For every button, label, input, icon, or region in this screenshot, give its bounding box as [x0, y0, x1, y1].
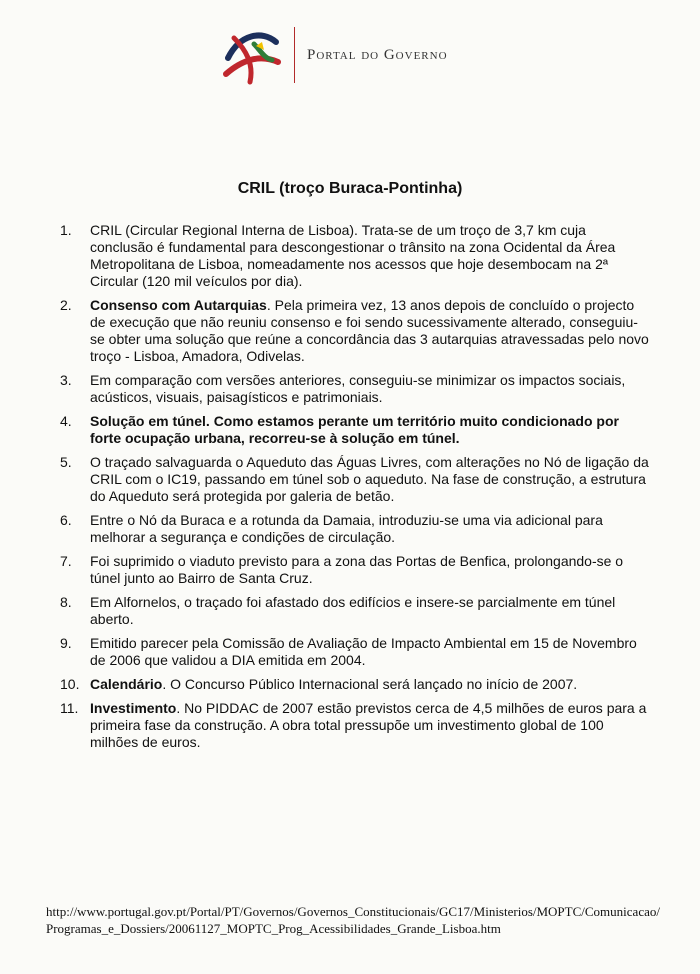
list-item-text — [90, 676, 650, 693]
list-item-body: Emitido parecer pela Comissão de Avaliação de Impacto Ambiental em 15 de Novembro de 2006 que validou a DIA emitida em 2004. — [90, 635, 637, 668]
list-item-body: CRIL (Circular Regional Interna de Lisboa). Trata-se de um troço de 3,7 km cuja conclusão é fundamental para descongestionar o trânsito na zona Ocidental da Área Metropolitana de Lisboa, nomeadamente nos acessos que hoje desembocam na 2ª Circular (120 mil veículos por dia). — [90, 222, 616, 289]
list-item-text — [90, 553, 650, 587]
list-item-lead: Calendário — [90, 676, 163, 692]
document-title: CRIL (troço Buraca-Pontinha) — [237, 180, 463, 197]
list-item — [60, 454, 650, 505]
list-item-text — [90, 413, 650, 447]
list-item — [60, 222, 650, 290]
portal-header — [220, 24, 448, 86]
list-item-text — [90, 512, 650, 546]
header-divider — [294, 27, 295, 83]
list-item-number: 7. — [60, 553, 72, 569]
list-item-number: 6. — [60, 512, 72, 528]
list-item-number: 8. — [60, 594, 72, 610]
list-item-body: Em Alfornelos, o traçado foi afastado dos edifícios e insere-se parcialmente em túnel aberto. — [90, 594, 616, 627]
list-item-body: Solução em túnel. Como estamos perante um território muito condicionado por forte ocupação urbana, recorreu-se à solução em túnel. — [90, 413, 619, 446]
list-item-body: . No PIDDAC de 2007 estão previstos cerca de 4,5 milhões de euros para a primeira fase da construção. A obra total pressupõe um investimento global de 100 milhões de euros. — [90, 700, 647, 750]
list-item — [60, 594, 650, 628]
list-item-body: Em comparação com versões anteriores, conseguiu-se minimizar os impactos sociais, acústicos, visuais, paisagísticos e patrimoniais. — [90, 372, 626, 405]
list-item-number: 11. — [60, 700, 79, 716]
list-item — [60, 700, 650, 751]
list-item-body: . Pela primeira vez, 13 anos depois de concluído o projecto de execução que não reuniu consenso e foi sendo sucessivamente alterado, conseguiu-se obter uma solução que reúne a concordância das 3 autarquias atravessadas pelo novo troço - Lisboa, Amadora, Odivelas. — [90, 297, 649, 364]
list-item — [60, 676, 650, 693]
list-item-number: 5. — [60, 454, 72, 470]
government-logo-icon — [220, 24, 282, 86]
list-item — [60, 512, 650, 546]
list-item-text — [90, 700, 650, 751]
list-item-text — [90, 372, 650, 406]
list-item — [60, 372, 650, 406]
list-item-lead: Consenso com Autarquias — [90, 297, 267, 313]
list-item-text — [90, 635, 650, 669]
list-item-text — [90, 222, 650, 290]
list-item — [60, 297, 650, 365]
list-item-number: 10. — [60, 676, 80, 692]
list-item-number: 9. — [60, 635, 72, 651]
list-item-number: 1. — [60, 222, 72, 238]
portal-title: Portal do Governo — [307, 46, 448, 63]
list-item — [60, 635, 650, 669]
list-item-number: 3. — [60, 372, 72, 388]
list-item-body: . O Concurso Público Internacional será lançado no início de 2007. — [162, 676, 578, 692]
list-item-body: Foi suprimido o viaduto previsto para a zona das Portas de Benfica, prolongando-se o túnel junto ao Bairro de Santa Cruz. — [90, 553, 624, 586]
list-item-text — [90, 297, 650, 365]
list-item-number: 4. — [60, 413, 72, 429]
list-item-body: Entre o Nó da Buraca e a rotunda da Damaia, introduziu-se uma via adicional para melhorar a segurança e condições de circulação. — [90, 512, 603, 545]
list-item-lead: Investimento — [90, 700, 177, 716]
list-item — [60, 413, 650, 447]
list-item-body: O traçado salvaguarda o Aqueduto das Águas Livres, com alterações no Nó de ligação da CRIL com o IC19, passando em túnel sob o aqueduto. Na fase de construção, a estrutura do Aqueduto será protegida por galeria de betão. — [90, 454, 649, 504]
list-item — [60, 553, 650, 587]
list-item-text — [90, 454, 650, 505]
list-item-text — [90, 594, 650, 628]
numbered-list — [60, 222, 650, 758]
list-item-number: 2. — [60, 297, 72, 313]
source-url: http://www.portugal.gov.pt/Portal/PT/Governos/Governos_Constitucionais/GC17/Ministerios/MOPTC/Comunicacao/Programas_e_Dossiers/20061127_MOPTC_Prog_Acessibilidades_Grande_Lisboa.htm — [46, 904, 660, 936]
